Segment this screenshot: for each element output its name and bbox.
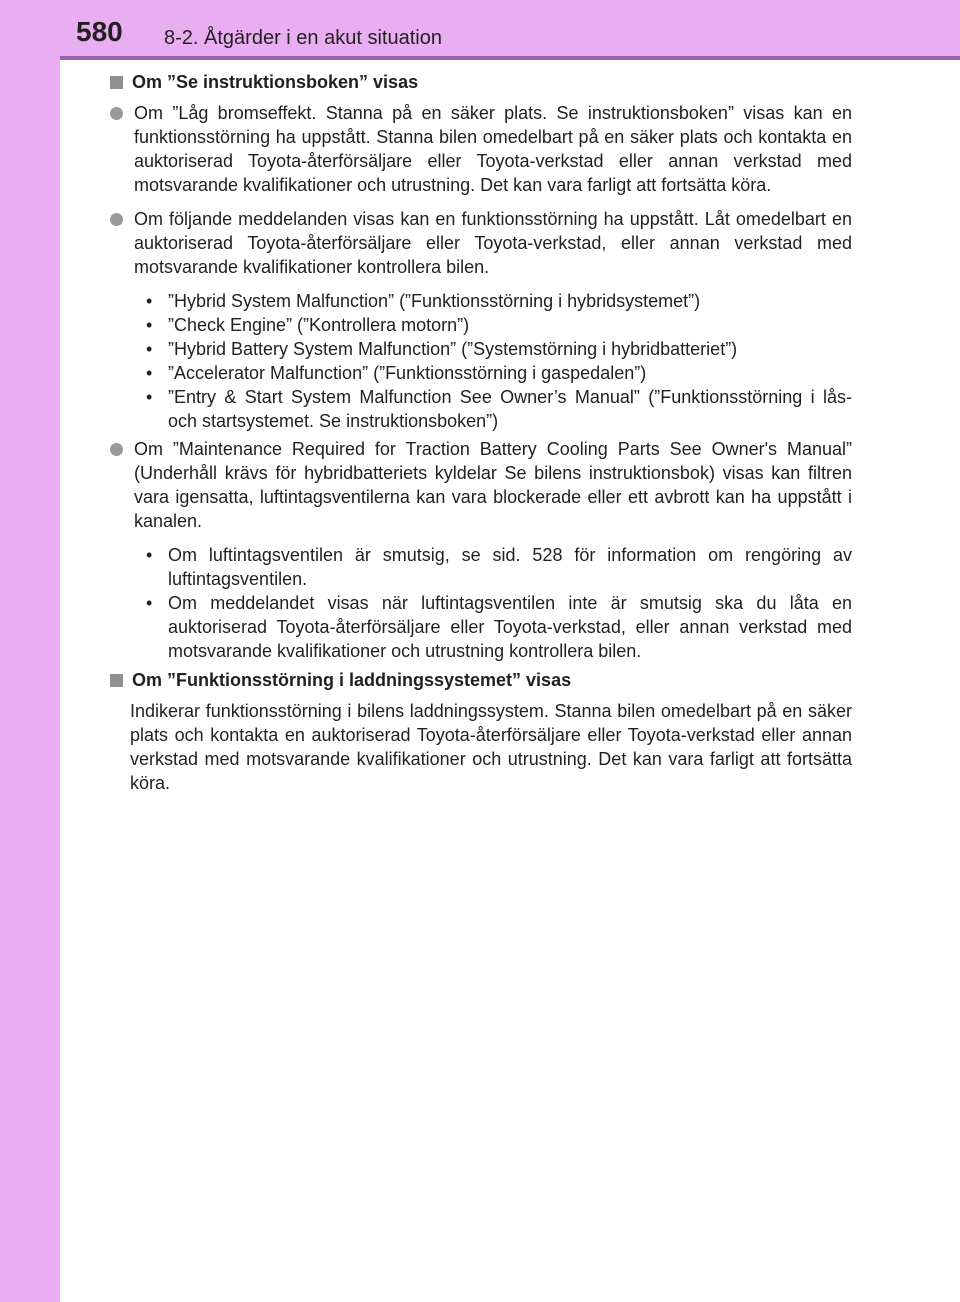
bullet-icon: • — [146, 339, 153, 359]
body-paragraph: Indikerar funktionsstörning i bilens laddningssystem. Stanna bilen omedelbart på en säker plats och kontakta en auktoriserad Toyota-återförsäljare eller Toyota-verkstad eller annan verkstad med motsvarande kvalifikationer och utrustning. Det kan vara farligt att fortsätta köra. — [130, 701, 852, 793]
section-heading-text: Om ”Funktionsstörning i laddningssystemet” visas — [132, 670, 572, 690]
page-number: 580 — [76, 16, 123, 47]
circle-bullet-icon — [110, 213, 123, 226]
sub-list-item-text: ”Hybrid Battery System Malfunction” (”Systemstörning i hybridbatteriet”) — [168, 339, 738, 359]
bullet-icon: • — [146, 315, 153, 335]
list-item-text: Om ”Maintenance Required for Traction Battery Cooling Parts See Owner's Manual” (Underhåll krävs för hybridbatteriets kyldelar Se bilens instruktionsbok) visas kan filtren vara igensatta, luftintagsventilerna kan vara blockerade eller ett avbrott kan ha uppstått i kanalen. — [134, 439, 852, 531]
list-item — [108, 207, 852, 279]
section-heading — [108, 668, 852, 692]
bullet-icon: • — [146, 545, 153, 565]
circle-bullet-icon — [110, 107, 123, 120]
header-rule — [60, 56, 960, 60]
sub-list-item — [144, 591, 852, 663]
sub-list-item-text: ”Accelerator Malfunction” (”Funktionsstörning i gaspedalen”) — [168, 363, 647, 383]
sub-list-item — [144, 313, 852, 337]
sub-list-item — [144, 361, 852, 385]
square-marker-icon — [110, 76, 123, 89]
section-heading-text: Om ”Se instruktionsboken” visas — [132, 72, 419, 92]
page-content — [108, 70, 852, 795]
section-title: 8-2. Åtgärder i en akut situation — [164, 27, 442, 49]
list-item — [108, 437, 852, 533]
circle-bullet-icon — [110, 443, 123, 456]
sub-list-item — [144, 289, 852, 313]
section-heading — [108, 70, 852, 94]
sub-list-item-text: Om meddelandet visas när luftintagsventilen inte är smutsig ska du låta en auktoriserad Toyota-återförsäljare eller Toyota-verkstad, eller annan verkstad med motsvarande kvalifikationer och utrustning kontrollera bilen. — [168, 593, 852, 661]
bullet-icon: • — [146, 363, 153, 383]
chapter-side-band — [0, 0, 60, 1302]
sub-list-item-text: Om luftintagsventilen är smutsig, se sid. 528 för information om rengöring av luftintagsventilen. — [168, 545, 852, 589]
sub-list-item-text: ”Entry & Start System Malfunction See Owner’s Manual” (”Funktionsstörning i lås- och startsystemet. Se instruktionsboken”) — [168, 387, 852, 431]
bullet-icon: • — [146, 387, 153, 407]
sub-list-item-text: ”Hybrid System Malfunction” (”Funktionsstörning i hybridsystemet”) — [168, 291, 701, 311]
sub-list-item — [144, 337, 852, 361]
list-item-text: Om följande meddelanden visas kan en funktionsstörning ha uppstått. Låt omedelbart en auktoriserad Toyota-återförsäljare eller Toyota-verkstad, eller annan verkstad med motsvarande kvalifikationer kontrollera bilen. — [134, 209, 852, 277]
sub-list-item-text: ”Check Engine” (”Kontrollera motorn”) — [168, 315, 470, 335]
sub-list-item — [144, 543, 852, 591]
list-item — [108, 101, 852, 197]
bullet-icon: • — [146, 593, 153, 613]
message-list — [144, 289, 852, 433]
square-marker-icon — [110, 674, 123, 687]
bullet-icon: • — [146, 291, 153, 311]
list-item-text: Om ”Låg bromseffekt. Stanna på en säker plats. Se instruktionsboken” visas kan en funktionsstörning ha uppstått. Stanna bilen omedelbart på en säker plats och kontakta en auktoriserad Toyota-återförsäljare eller Toyota-verkstad eller annan verkstad med motsvarande kvalifikationer och utrustning. Det kan vara farligt att fortsätta köra. — [134, 103, 852, 195]
sub-list-item — [144, 385, 852, 433]
advice-list — [144, 543, 852, 663]
